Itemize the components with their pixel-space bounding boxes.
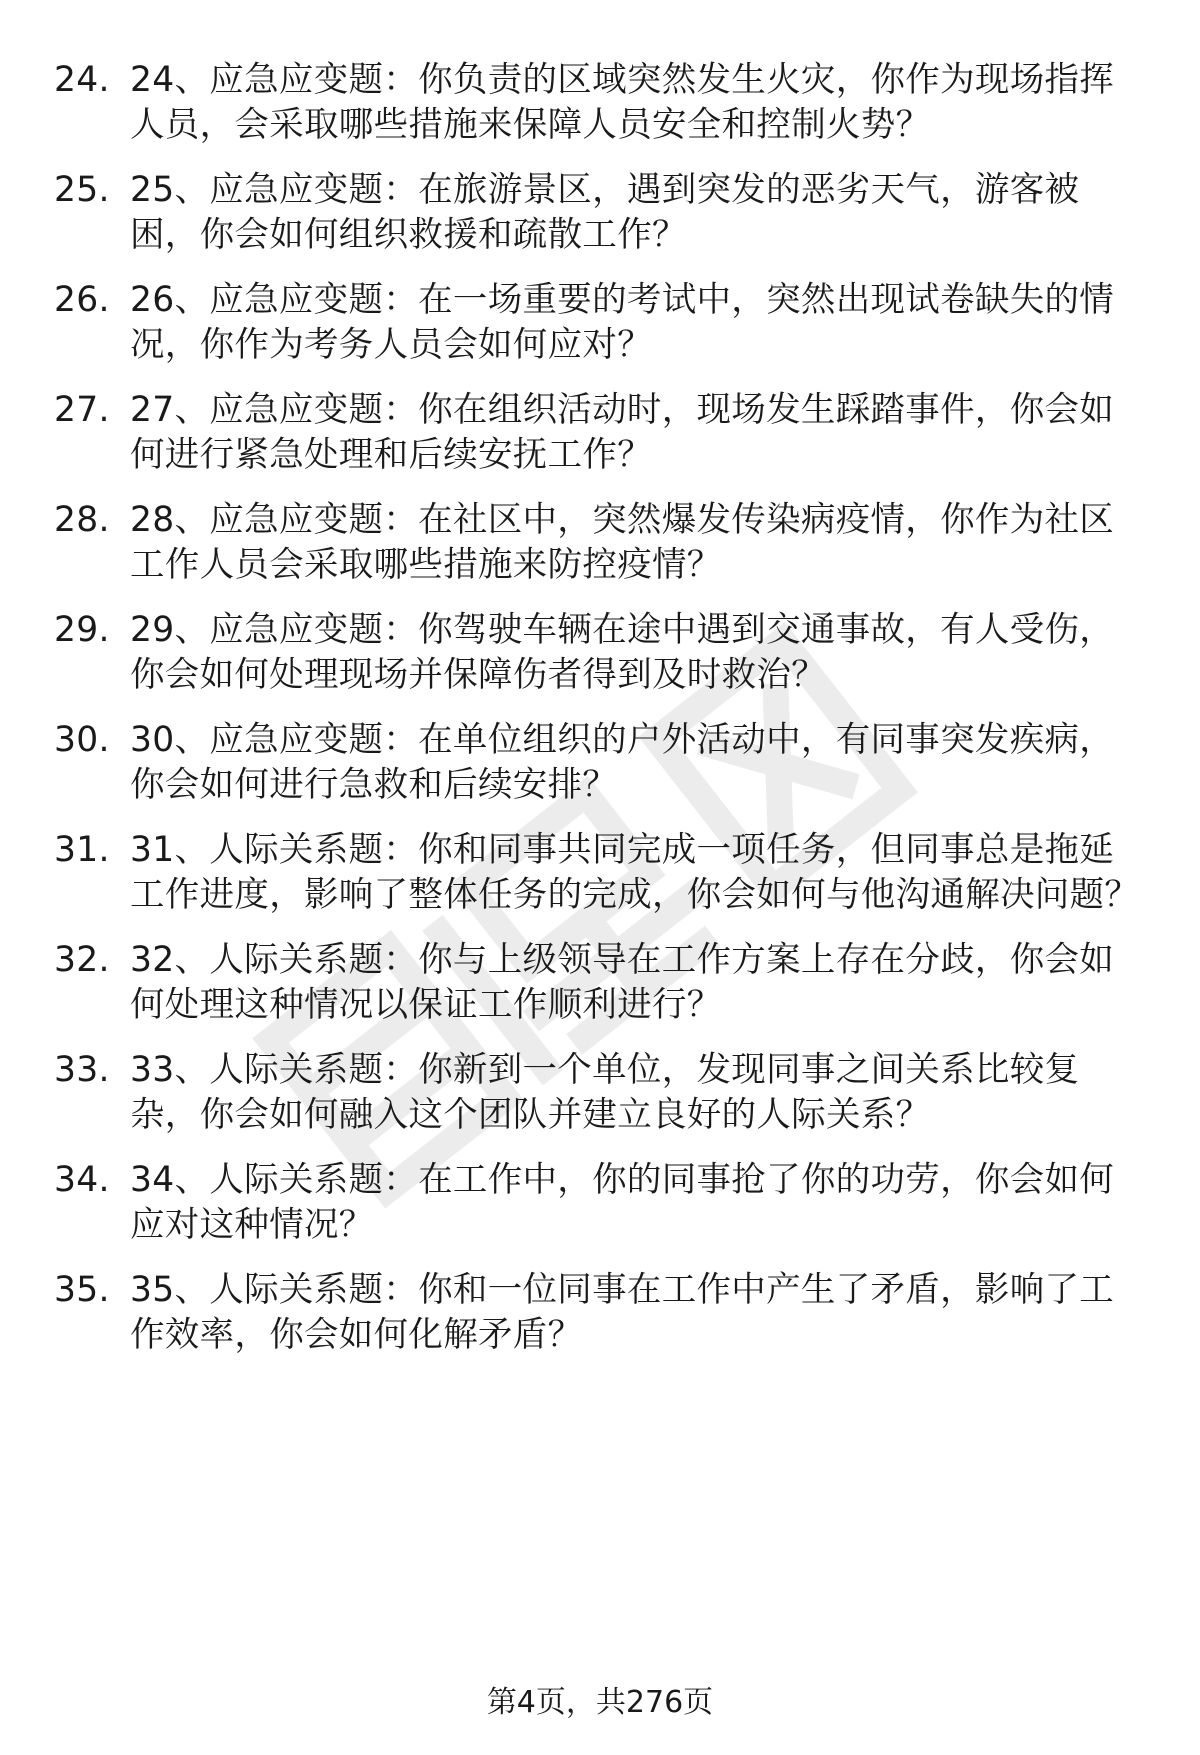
question-text: 31、人际关系题：你和同事共同完成一项任务，但同事总是拖延工作进度，影响了整体任务的完成，你会如何与他沟通解决问题？ [130,830,1140,915]
question-number: 26. [54,280,110,320]
question-text: 33、人际关系题：你新到一个单位，发现同事之间关系比较复杂，你会如何融入这个团队并建立良好的人际关系？ [130,1050,1080,1135]
question-text: 34、人际关系题：在工作中，你的同事抢了你的功劳，你会如何应对这种情况？ [130,1160,1115,1245]
question-number: 24. [54,60,110,100]
question-text: 27、应急应变题：你在组织活动时，现场发生踩踏事件，你会如何进行紧急处理和后续安抚工作？ [130,390,1115,475]
question-number: 34. [54,1160,110,1200]
question-number: 35. [54,1270,110,1310]
question-number: 31. [54,830,110,870]
question-text: 28、应急应变题：在社区中，突然爆发传染病疫情，你作为社区工作人员会采取哪些措施来防控疫情？ [130,500,1115,585]
question-item [0,168,1200,258]
question-number: 33. [54,1050,110,1090]
question-text: 24、应急应变题：你负责的区域突然发生火灾，你作为现场指挥人员，会采取哪些措施来保障人员安全和控制火势？ [130,60,1115,145]
question-item [0,58,1200,148]
question-number: 29. [54,610,110,650]
question-item [0,1268,1200,1358]
question-number: 27. [54,390,110,430]
question-text: 25、应急应变题：在旅游景区，遇到突发的恶劣天气，游客被困，你会如何组织救援和疏散工作？ [130,170,1080,255]
question-item [0,718,1200,808]
question-text: 29、应急应变题：你驾驶车辆在途中遇到交通事故，有人受伤，你会如何处理现场并保障伤者得到及时救治？ [130,610,1115,695]
question-text: 32、人际关系题：你与上级领导在工作方案上存在分歧，你会如何处理这种情况以保证工作顺利进行？ [130,940,1115,1025]
question-number: 25. [54,170,110,210]
question-item [0,388,1200,478]
page-number-label: 第4页，共276页 [486,1685,714,1720]
question-item [0,938,1200,1028]
page-footer [0,1683,1200,1723]
question-number: 30. [54,720,110,760]
question-item [0,278,1200,368]
question-text: 30、应急应变题：在单位组织的户外活动中，有同事突发疾病，你会如何进行急救和后续安排？ [130,720,1115,805]
question-item [0,608,1200,698]
question-list [0,58,1200,1378]
question-item [0,1048,1200,1138]
question-item [0,828,1200,918]
question-item [0,498,1200,588]
question-text: 35、人际关系题：你和一位同事在工作中产生了矛盾，影响了工作效率，你会如何化解矛盾？ [130,1270,1115,1355]
question-number: 28. [54,500,110,540]
question-number: 32. [54,940,110,980]
question-text: 26、应急应变题：在一场重要的考试中，突然出现试卷缺失的情况，你作为考务人员会如何应对？ [130,280,1115,365]
question-item [0,1158,1200,1248]
